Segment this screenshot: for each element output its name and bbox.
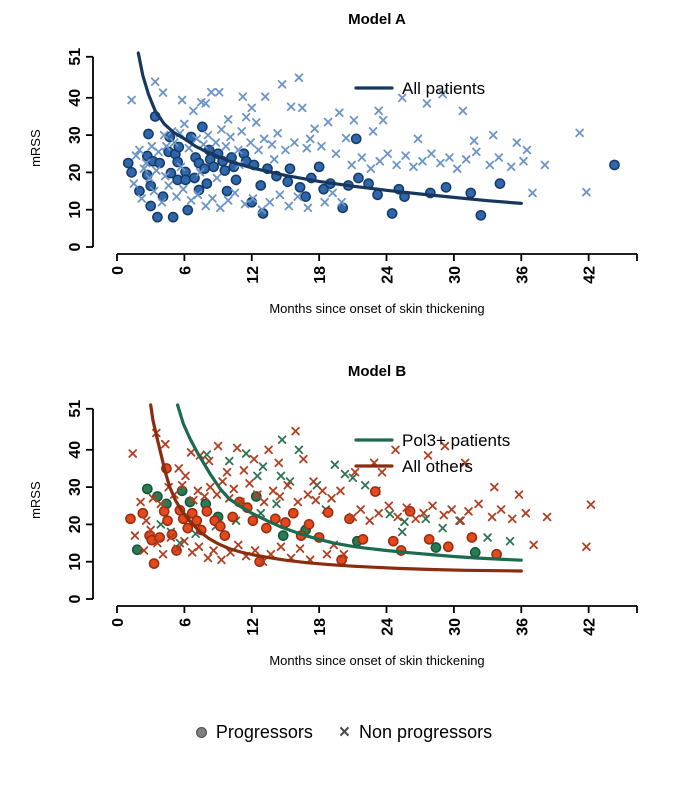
data-point-x [305,204,312,211]
data-point-x [216,89,223,96]
marker-legend [0,722,688,743]
data-point-x [588,501,595,508]
data-point-x [215,443,222,450]
data-point-x [312,497,319,504]
x-tick-label: 18 [312,266,330,284]
data-point-x [516,491,523,498]
data-point-x [310,478,317,485]
data-point-x [296,74,303,81]
data-point-x [282,147,289,154]
non-progressors-label: Non progressors [359,722,493,742]
data-point-x [223,143,230,150]
x-tick-label: 0 [110,618,127,627]
data-point-circle [315,162,324,171]
y-axis-label: mRSS [28,481,43,519]
data-point-circle [231,175,240,184]
data-point-x [351,117,358,124]
data-point-x [402,152,409,159]
y-tick-label: 10 [67,200,84,219]
data-point-x [274,130,281,137]
data-point-x [239,93,246,100]
y-axis-label: mRSS [28,129,43,167]
data-point-x [386,511,393,518]
data-point-x [225,197,232,204]
data-point-x [318,143,325,150]
data-point-circle [181,175,190,184]
data-point-x [205,555,212,562]
x-tick-label: 24 [379,618,397,636]
data-point-x [541,162,548,169]
data-point-x [207,484,214,491]
data-point-x [214,175,221,182]
data-point-x [173,193,180,200]
data-point-circle [358,535,367,544]
data-point-circle [388,209,397,218]
data-point-circle [467,533,476,542]
data-point-x [278,473,285,480]
data-point-x [206,458,213,465]
legend-label: All patients [402,79,486,98]
x-tick-label: 6 [177,266,195,275]
data-point-x [399,528,406,535]
chart-title: Model A [348,11,406,28]
y-tick-label: 51 [67,47,84,66]
data-point-x [180,186,187,193]
data-point-circle [441,183,450,192]
x-tick-label: 42 [581,618,599,636]
data-point-x [489,514,496,521]
data-point-x [337,487,344,494]
x-tick-label: 0 [110,266,127,275]
data-point-x [370,128,377,135]
data-point-x [576,129,583,136]
data-point-x [343,135,350,142]
data-point-x [475,500,482,507]
data-point-x [246,480,253,487]
data-point-x [285,203,292,210]
data-point-circle [228,512,237,521]
data-point-x [311,125,318,132]
data-point-x [261,499,268,506]
data-point-x [342,471,349,478]
data-point-x [393,162,400,169]
data-point-x [278,543,285,550]
data-point-circle [389,537,398,546]
data-point-x [294,193,301,200]
data-point-x [182,473,189,480]
data-point-x [410,163,417,170]
data-point-circle [373,190,382,199]
x-tick-label: 24 [379,266,397,284]
data-point-x [253,119,260,126]
data-point-circle [466,188,475,197]
data-point-circle [371,487,380,496]
data-point-circle [354,173,363,182]
data-point-circle [146,201,155,210]
model-b-chart [0,352,688,700]
y-tick-label: 20 [67,163,84,182]
data-point-x [243,114,250,121]
y-tick-label: 0 [67,594,84,604]
data-point-x [296,446,303,453]
data-point-circle [610,160,619,169]
data-point-x [498,506,505,513]
data-point-x [235,542,242,549]
data-point-x [243,450,250,457]
x-tick-label: 30 [446,618,464,636]
data-point-x [324,551,331,558]
data-point-x [188,197,195,204]
data-point-x [260,463,267,470]
x-axis-label: Months since onset of skin thickening [269,653,485,668]
data-point-circle [289,509,298,518]
data-point-circle [126,514,135,523]
data-point-circle [444,542,453,551]
data-point-x [255,147,262,154]
data-point-x [247,139,254,146]
data-point-x [212,139,219,146]
data-point-x [288,103,295,110]
data-point-x [266,199,273,206]
data-point-x [509,515,516,522]
data-point-x [440,512,447,519]
data-point-x [491,484,498,491]
data-point-x [203,451,210,458]
data-point-circle [183,524,192,533]
data-point-circle [279,531,288,540]
data-point-x [153,167,160,174]
data-point-x [465,508,472,515]
data-point-x [230,486,237,493]
data-point-x [227,134,234,141]
data-point-x [379,469,386,476]
data-point-x [486,162,493,169]
data-point-circle [153,213,162,222]
data-point-x [294,499,301,506]
data-point-x [325,119,332,126]
data-point-x [357,506,364,513]
data-point-circle [476,211,485,220]
data-point-x [232,190,239,197]
data-point-x [254,473,261,480]
data-point-x [214,491,221,498]
data-point-circle [202,507,211,516]
data-point-x [291,139,298,146]
y-tick-label: 0 [67,242,84,252]
data-point-x [490,132,497,139]
data-point-x [219,478,226,485]
data-point-x [129,450,136,457]
data-point-x [303,145,310,152]
data-point-x [299,104,306,111]
data-point-x [160,551,167,558]
data-point-x [300,456,307,463]
data-point-x [218,556,225,563]
data-point-x [202,203,209,210]
data-point-x [130,180,137,187]
data-point-x [401,518,408,525]
data-point-circle [222,186,231,195]
data-point-circle [425,535,434,544]
data-point-x [448,506,455,513]
data-point-circle [169,213,178,222]
data-point-circle [248,516,257,525]
data-point-circle [324,508,333,517]
x-tick-label: 12 [244,266,262,284]
data-point-x [200,141,207,148]
data-point-x [429,502,436,509]
data-point-x [392,446,399,453]
data-point-x [226,458,233,465]
series-progressors [124,112,619,222]
data-point-x [270,487,277,494]
data-point-x [321,199,328,206]
data-point-x [328,495,335,502]
data-point-x [513,139,520,146]
x-tick-label: 36 [514,618,532,636]
data-point-x [248,104,255,111]
data-point-x [271,156,278,163]
data-point-circle [471,548,480,557]
x-tick-label: 12 [244,618,262,636]
data-point-circle [285,164,294,173]
data-point-x [224,469,231,476]
series-pol3-non-progressors [157,436,513,546]
data-point-x [225,116,232,123]
data-point-circle [262,524,271,533]
data-point-circle [124,158,133,167]
data-point-circle [295,183,304,192]
data-point-x [273,500,280,507]
data-point-circle [220,166,229,175]
data-point-circle [209,162,218,171]
data-point-circle [183,205,192,214]
data-point-x [523,147,530,154]
data-point-x [160,89,167,96]
data-point-x [307,135,314,142]
data-point-x [329,190,336,197]
data-point-x [471,137,478,144]
data-point-x [138,195,145,202]
y-tick-label: 51 [67,399,84,418]
data-point-x [305,491,312,498]
data-point-x [544,514,551,521]
data-point-circle [143,484,152,493]
data-point-x [234,445,241,452]
progressors-label: Progressors [215,722,313,742]
data-point-circle [163,516,172,525]
y-tick-label: 10 [67,552,84,571]
data-point-x [385,502,392,509]
data-point-x [155,148,162,155]
data-point-x [275,459,282,466]
x-tick-label: 30 [446,266,464,284]
y-tick-label: 30 [67,126,84,144]
data-point-circle [198,122,207,131]
data-point-x [366,517,373,524]
data-point-x [190,107,197,114]
data-point-circle [352,134,361,143]
data-point-x [508,163,515,170]
data-point-x [143,517,150,524]
data-point-x [194,487,201,494]
y-tick-label: 40 [67,88,84,107]
data-point-x [376,158,383,165]
x-tick-label: 36 [514,266,532,284]
data-point-x [148,143,155,150]
non-progressor-x-icon: × [338,721,351,743]
data-point-x [175,465,182,472]
data-point-circle [127,168,136,177]
data-point-x [179,97,186,104]
legend-non-progressors [339,722,492,743]
data-point-x [446,154,453,161]
data-point-x [209,195,216,202]
legend-label: All others [402,457,473,476]
data-point-x [428,150,435,157]
model-a-chart [0,0,688,348]
data-point-circle [146,181,155,190]
data-point-x [276,493,283,500]
x-tick-label: 18 [312,618,330,636]
data-point-x [152,78,159,85]
data-point-x [336,109,343,116]
data-point-x [348,162,355,169]
data-point-x [367,165,374,172]
data-point-x [384,150,391,157]
data-point-x [218,126,225,133]
data-point-x [454,165,461,172]
data-point-x [583,189,590,196]
data-point-x [217,204,224,211]
data-point-x [251,456,258,463]
data-point-circle [431,543,440,552]
data-point-x [137,499,144,506]
data-point-x [262,93,269,100]
data-point-x [459,107,466,114]
data-point-x [375,107,382,114]
data-point-x [189,549,196,556]
data-point-x [495,154,502,161]
data-point-x [319,487,326,494]
data-point-circle [144,129,153,138]
data-point-x [181,121,188,128]
data-point-x [238,128,245,135]
data-point-x [473,148,480,155]
data-point-x [437,160,444,167]
data-point-x [279,436,286,443]
data-point-circle [220,531,229,540]
data-point-circle [256,181,265,190]
data-point-x [529,190,536,197]
data-point-x [415,135,422,142]
data-point-x [297,545,304,552]
x-axis-label: Months since onset of skin thickening [269,301,485,316]
data-point-circle [216,522,225,531]
data-point-x [185,145,192,152]
data-point-x [520,158,527,165]
data-point-x [331,461,338,468]
data-point-x [333,150,340,157]
y-tick-label: 40 [67,440,84,459]
legend-progressors [196,722,313,743]
data-point-x [132,532,139,539]
data-point-x [507,538,514,545]
data-point-x [196,543,203,550]
data-point-x [165,182,172,189]
data-point-x [424,100,431,107]
data-point-x [358,154,365,161]
data-point-x [375,510,382,517]
data-point-circle [304,520,313,529]
data-point-circle [173,157,182,166]
data-point-x [583,543,590,550]
data-point-x [128,97,135,104]
data-point-circle [135,186,144,195]
data-point-x [265,446,272,453]
x-tick-label: 6 [177,618,195,627]
chart-title: Model B [347,363,407,380]
data-point-x [522,510,529,517]
data-point-x [252,547,259,554]
data-point-x [276,191,283,198]
data-point-x [210,547,217,554]
data-point-x [419,158,426,165]
data-point-x [261,135,268,142]
data-point-x [439,525,446,532]
y-tick-label: 30 [67,478,84,496]
data-point-x [530,542,537,549]
data-point-x [380,117,387,124]
data-point-circle [301,192,310,201]
progressor-circle-icon [196,727,207,738]
data-point-x [463,156,470,163]
data-point-x [162,441,169,448]
data-point-x [240,467,247,474]
data-point-x [205,132,212,139]
data-point-x [484,534,491,541]
data-point-x [394,514,401,521]
y-tick-label: 20 [67,515,84,534]
data-point-x [412,515,419,522]
data-point-x [269,141,276,148]
data-point-circle [149,559,158,568]
data-point-x [188,449,195,456]
data-point-circle [495,179,504,188]
data-point-x [292,428,299,435]
data-point-circle [283,177,292,186]
x-tick-label: 42 [581,266,599,284]
data-point-x [362,482,369,489]
data-point-circle [202,179,211,188]
data-point-x [279,81,286,88]
legend-label: Pol3+ patients [402,431,511,450]
data-point-x [208,89,215,96]
